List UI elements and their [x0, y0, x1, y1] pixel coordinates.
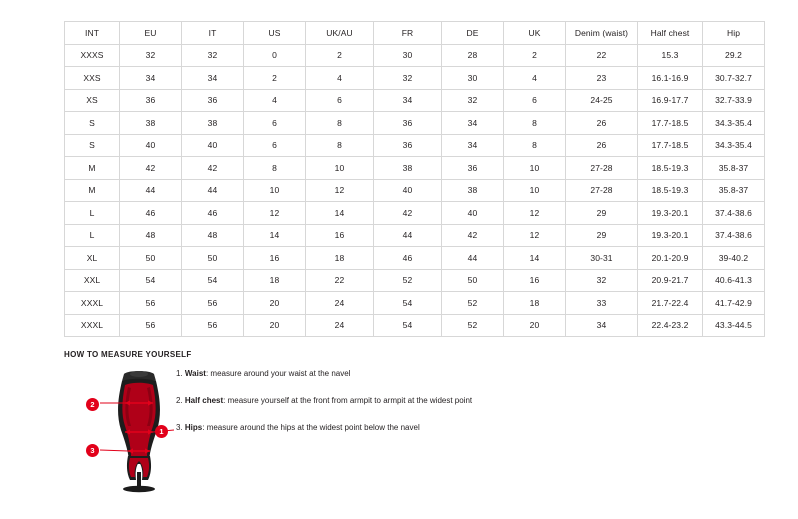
cell: 27-28 — [566, 157, 638, 180]
cell: 40 — [120, 134, 182, 157]
cell: XXL — [65, 269, 120, 292]
column-header: FR — [374, 22, 442, 45]
cell: 30-31 — [566, 247, 638, 270]
cell: M — [65, 179, 120, 202]
cell: 26 — [566, 112, 638, 135]
table-row — [65, 112, 765, 135]
cell: 6 — [244, 134, 306, 157]
cell: 44 — [182, 179, 244, 202]
cell: 33 — [566, 292, 638, 315]
cell: 36 — [374, 112, 442, 135]
cell: 17.7-18.5 — [638, 112, 703, 135]
table-header-row — [65, 22, 765, 45]
note-number: 2. — [176, 396, 183, 405]
cell: 18.5-19.3 — [638, 157, 703, 180]
cell: 29 — [566, 224, 638, 247]
cell: 10 — [504, 157, 566, 180]
cell: M — [65, 157, 120, 180]
cell: 18.5-19.3 — [638, 179, 703, 202]
cell: 8 — [504, 112, 566, 135]
cell: 44 — [374, 224, 442, 247]
cell: 52 — [442, 292, 504, 315]
cell: 42 — [442, 224, 504, 247]
cell: 34 — [120, 67, 182, 90]
cell: 19.3-20.1 — [638, 202, 703, 225]
table-row — [65, 89, 765, 112]
cell: 42 — [182, 157, 244, 180]
table-row — [65, 247, 765, 270]
cell: 22 — [566, 44, 638, 67]
cell: 12 — [504, 202, 566, 225]
cell: XXXS — [65, 44, 120, 67]
cell: 46 — [374, 247, 442, 270]
cell: 48 — [120, 224, 182, 247]
cell: 14 — [504, 247, 566, 270]
cell: 52 — [374, 269, 442, 292]
table-row — [65, 157, 765, 180]
cell: XXXL — [65, 314, 120, 337]
cell: 22 — [306, 269, 374, 292]
note-number: 1. — [176, 369, 183, 378]
cell: 44 — [442, 247, 504, 270]
cell: 8 — [244, 157, 306, 180]
table-row — [65, 224, 765, 247]
measure-instructions — [176, 368, 596, 449]
measure-badge-3: 3 — [86, 444, 99, 457]
cell: 56 — [120, 292, 182, 315]
cell: 34 — [374, 89, 442, 112]
size-conversion-table — [64, 21, 765, 337]
cell: 12 — [306, 179, 374, 202]
cell: 20.1-20.9 — [638, 247, 703, 270]
cell: 16 — [244, 247, 306, 270]
table-row — [65, 67, 765, 90]
cell: 4 — [306, 67, 374, 90]
cell: 36 — [374, 134, 442, 157]
column-header: Half chest — [638, 22, 703, 45]
table-row — [65, 179, 765, 202]
cell: 54 — [120, 269, 182, 292]
cell: 32 — [182, 44, 244, 67]
cell: 18 — [244, 269, 306, 292]
table-row — [65, 134, 765, 157]
cell: 29 — [566, 202, 638, 225]
column-header: DE — [442, 22, 504, 45]
cell: 54 — [374, 292, 442, 315]
cell: 18 — [504, 292, 566, 315]
table-row — [65, 202, 765, 225]
note-term: Waist — [184, 369, 206, 378]
column-header: INT — [65, 22, 120, 45]
cell: 46 — [120, 202, 182, 225]
cell: 35.8-37 — [703, 157, 765, 180]
table-row — [65, 269, 765, 292]
cell: L — [65, 224, 120, 247]
cell: 54 — [182, 269, 244, 292]
cell: 24 — [306, 314, 374, 337]
cell: 32.7-33.9 — [703, 89, 765, 112]
cell: 34 — [182, 67, 244, 90]
cell: 4 — [504, 67, 566, 90]
measure-note-waist — [176, 368, 596, 379]
cell: 24 — [306, 292, 374, 315]
cell: 26 — [566, 134, 638, 157]
cell: 50 — [120, 247, 182, 270]
cell: 20 — [504, 314, 566, 337]
cell: 8 — [504, 134, 566, 157]
cell: 48 — [182, 224, 244, 247]
cell: 32 — [442, 89, 504, 112]
cell: 42 — [374, 202, 442, 225]
cell: 56 — [182, 314, 244, 337]
measure-note-hips — [176, 422, 596, 433]
column-header: IT — [182, 22, 244, 45]
cell: 21.7-22.4 — [638, 292, 703, 315]
cell: 29.2 — [703, 44, 765, 67]
cell: 10 — [244, 179, 306, 202]
cell: XXXL — [65, 292, 120, 315]
cell: 32 — [374, 67, 442, 90]
cell: 40 — [374, 179, 442, 202]
column-header: UK — [504, 22, 566, 45]
cell: 54 — [374, 314, 442, 337]
cell: 14 — [244, 224, 306, 247]
cell: S — [65, 112, 120, 135]
table-row — [65, 314, 765, 337]
note-text: : measure around the hips at the widest point below the navel — [202, 423, 420, 432]
column-header: EU — [120, 22, 182, 45]
cell: 10 — [306, 157, 374, 180]
column-header: Hip — [703, 22, 765, 45]
cell: 2 — [244, 67, 306, 90]
cell: 20 — [244, 292, 306, 315]
cell: XS — [65, 89, 120, 112]
cell: 30 — [374, 44, 442, 67]
table-row — [65, 44, 765, 67]
cell: 16.1-16.9 — [638, 67, 703, 90]
note-term: Half chest — [184, 396, 224, 405]
cell: 2 — [504, 44, 566, 67]
size-table-container — [64, 21, 752, 337]
cell: 32 — [120, 44, 182, 67]
cell: 28 — [442, 44, 504, 67]
cell: 30.7-32.7 — [703, 67, 765, 90]
cell: 50 — [182, 247, 244, 270]
cell: 34 — [566, 314, 638, 337]
cell: 20.9-21.7 — [638, 269, 703, 292]
column-header: UK/AU — [306, 22, 374, 45]
cell: 34.3-35.4 — [703, 134, 765, 157]
cell: 34.3-35.4 — [703, 112, 765, 135]
cell: 6 — [306, 89, 374, 112]
cell: 36 — [182, 89, 244, 112]
cell: 20 — [244, 314, 306, 337]
cell: 39-40.2 — [703, 247, 765, 270]
cell: 30 — [442, 67, 504, 90]
cell: 18 — [306, 247, 374, 270]
measure-badge-2: 2 — [86, 398, 99, 411]
cell: 16 — [306, 224, 374, 247]
column-header: US — [244, 22, 306, 45]
cell: 43.3-44.5 — [703, 314, 765, 337]
cell: 14 — [306, 202, 374, 225]
cell: 34 — [442, 134, 504, 157]
cell: 38 — [182, 112, 244, 135]
cell: 37.4-38.6 — [703, 202, 765, 225]
cell: 16 — [504, 269, 566, 292]
cell: 6 — [244, 112, 306, 135]
cell: 36 — [442, 157, 504, 180]
cell: 56 — [120, 314, 182, 337]
cell: 38 — [442, 179, 504, 202]
cell: 2 — [306, 44, 374, 67]
cell: 8 — [306, 134, 374, 157]
cell: XXS — [65, 67, 120, 90]
cell: XL — [65, 247, 120, 270]
cell: S — [65, 134, 120, 157]
note-text: : measure yourself at the front from armpit to armpit at the widest point — [223, 396, 473, 405]
cell: 4 — [244, 89, 306, 112]
note-term: Hips — [184, 423, 203, 432]
cell: L — [65, 202, 120, 225]
cell: 8 — [306, 112, 374, 135]
column-header: Denim (waist) — [566, 22, 638, 45]
cell: 38 — [374, 157, 442, 180]
cell: 56 — [182, 292, 244, 315]
howto-title: HOW TO MEASURE YOURSELF — [64, 350, 192, 359]
cell: 15.3 — [638, 44, 703, 67]
cell: 27-28 — [566, 179, 638, 202]
cell: 40 — [182, 134, 244, 157]
cell: 19.3-20.1 — [638, 224, 703, 247]
cell: 52 — [442, 314, 504, 337]
cell: 50 — [442, 269, 504, 292]
measure-note-half-chest — [176, 395, 596, 406]
cell: 12 — [504, 224, 566, 247]
cell: 24-25 — [566, 89, 638, 112]
cell: 46 — [182, 202, 244, 225]
table-row — [65, 292, 765, 315]
note-text: : measure around your waist at the navel — [205, 369, 351, 378]
cell: 23 — [566, 67, 638, 90]
cell: 12 — [244, 202, 306, 225]
cell: 44 — [120, 179, 182, 202]
cell: 41.7-42.9 — [703, 292, 765, 315]
cell: 35.8-37 — [703, 179, 765, 202]
cell: 0 — [244, 44, 306, 67]
cell: 37.4-38.6 — [703, 224, 765, 247]
cell: 34 — [442, 112, 504, 135]
measure-badge-1: 1 — [155, 425, 168, 438]
cell: 10 — [504, 179, 566, 202]
cell: 16.9-17.7 — [638, 89, 703, 112]
cell: 40.6-41.3 — [703, 269, 765, 292]
cell: 36 — [120, 89, 182, 112]
cell: 40 — [442, 202, 504, 225]
cell: 6 — [504, 89, 566, 112]
cell: 32 — [566, 269, 638, 292]
cell: 17.7-18.5 — [638, 134, 703, 157]
cell: 42 — [120, 157, 182, 180]
note-number: 3. — [176, 423, 183, 432]
cell: 38 — [120, 112, 182, 135]
cell: 22.4-23.2 — [638, 314, 703, 337]
